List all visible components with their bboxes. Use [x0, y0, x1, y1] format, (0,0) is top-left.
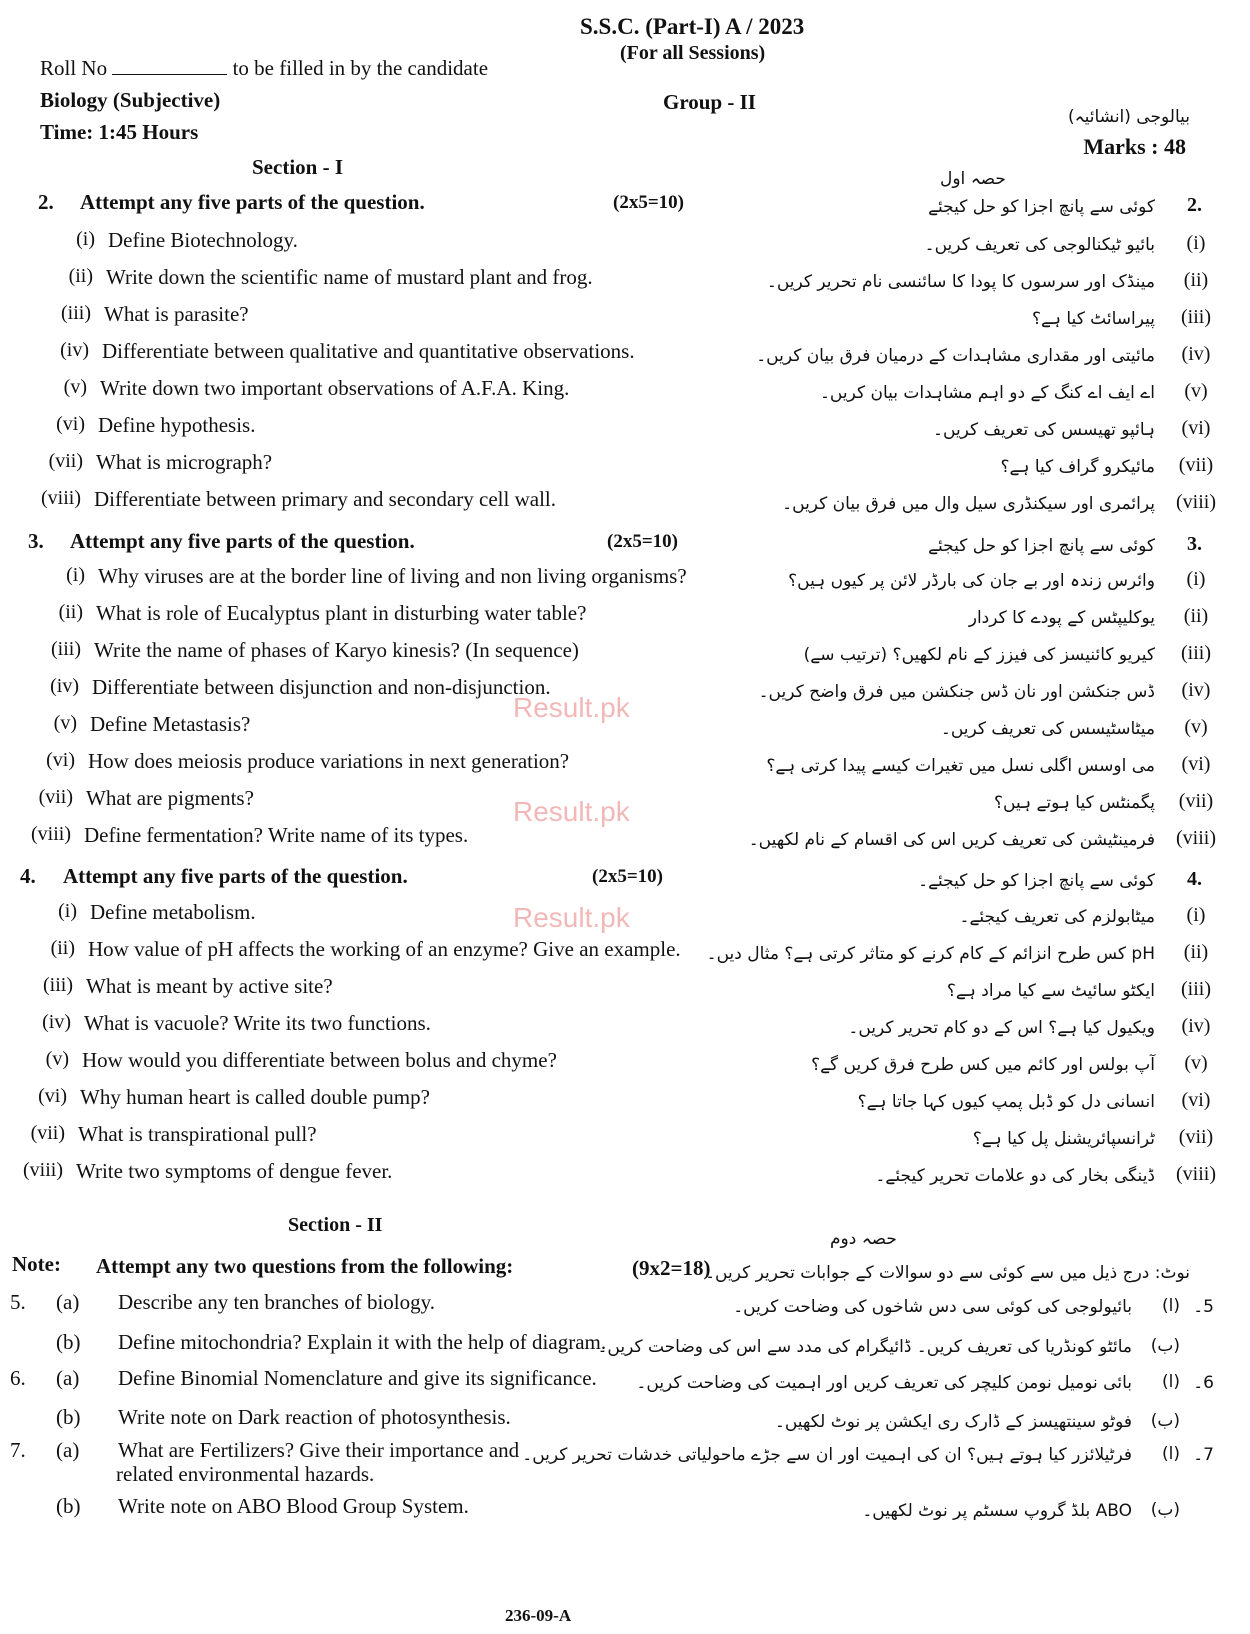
group-label: Group - II — [663, 90, 756, 114]
question-urdu-number: 2. — [1187, 194, 1202, 216]
item-roman-number: (vii) — [30, 1122, 65, 1144]
item-urdu-text: آپ بولس اور کائم میں کس طرح فرق کریں گے؟ — [811, 1055, 1155, 1075]
long-question-number: 7. — [10, 1438, 26, 1462]
long-question-urdu: مائٹو کونڈریا کی تعریف کریں۔ ڈائیگرام کی مدد سے اس کی وضاحت کریں۔ — [597, 1337, 1132, 1357]
item-text: Write the name of phases of Karyo kinesis? (In sequence) — [94, 638, 579, 662]
note-marks: (9x2=18) — [632, 1256, 711, 1280]
long-question-urdu-part: (ا) — [1162, 1372, 1180, 1392]
section-1-title: Section - I — [252, 155, 343, 179]
item-roman-number: (iii) — [43, 974, 73, 996]
question-number: 4. — [20, 864, 36, 888]
item-urdu-text: پگمنٹس کیا ہوتے ہیں؟ — [994, 793, 1155, 813]
long-question-part: (a) — [56, 1290, 80, 1314]
question-urdu-number: 3. — [1187, 533, 1202, 555]
item-urdu-roman: (iii) — [1181, 642, 1211, 664]
section-2-urdu-title: حصہ دوم — [830, 1229, 897, 1249]
item-urdu-roman: (vi) — [1181, 417, 1211, 439]
question-number: 2. — [38, 190, 54, 214]
item-roman-number: (v) — [53, 712, 77, 734]
item-text: Write two symptoms of dengue fever. — [76, 1159, 393, 1183]
item-urdu-roman: (vii) — [1178, 454, 1214, 476]
item-roman-number: (v) — [45, 1048, 69, 1070]
item-roman-number: (vii) — [38, 786, 73, 808]
roll-number-line — [40, 56, 488, 81]
item-text: What is transpirational pull? — [78, 1122, 317, 1146]
item-roman-number: (vi) — [38, 1085, 67, 1107]
long-question-part: (b) — [56, 1330, 81, 1354]
item-urdu-roman: (viii) — [1176, 491, 1216, 513]
item-urdu-roman: (viii) — [1176, 827, 1216, 849]
long-question-urdu-part: (ب) — [1150, 1336, 1180, 1356]
item-roman-number: (ii) — [50, 937, 75, 959]
item-roman-number: (i) — [76, 228, 95, 250]
item-urdu-roman: (i) — [1186, 568, 1206, 590]
item-text: How value of pH affects the working of an enzyme? Give an example. — [88, 937, 681, 961]
item-text: What are pigments? — [86, 786, 254, 810]
item-text: Define metabolism. — [90, 900, 256, 924]
question-urdu-instruction: کوئی سے پانچ اجزا کو حل کیجئے۔ — [918, 871, 1155, 891]
item-urdu-roman: (ii) — [1183, 605, 1209, 627]
item-urdu-roman: (i) — [1186, 232, 1206, 254]
urdu-subject: بیالوجی (انشائیہ) — [1068, 107, 1190, 127]
item-urdu-roman: (v) — [1184, 380, 1208, 402]
item-urdu-roman: (iv) — [1181, 679, 1211, 701]
item-urdu-roman: (v) — [1184, 1052, 1208, 1074]
item-roman-number: (ii) — [68, 265, 93, 287]
question-number: 3. — [28, 529, 44, 553]
item-urdu-text: بائیو ٹیکنالوجی کی تعریف کریں۔ — [924, 235, 1155, 255]
item-roman-number: (v) — [63, 376, 87, 398]
long-question-part: (a) — [56, 1438, 80, 1462]
item-text: Define hypothesis. — [98, 413, 256, 437]
item-urdu-roman: (vii) — [1178, 790, 1214, 812]
item-urdu-roman: (vii) — [1178, 1126, 1214, 1148]
question-marks: (2x5=10) — [607, 531, 678, 552]
note-urdu: نوٹ: درج ذیل میں سے کوئی سے دو سوالات کے جوابات تحریر کریں۔ — [705, 1263, 1190, 1283]
long-question-urdu-number: 6۔ — [1193, 1373, 1214, 1393]
item-roman-number: (iii) — [61, 302, 91, 324]
marks-label: Marks : 48 — [1083, 134, 1186, 159]
paper-code: 236-09-A — [505, 1606, 572, 1625]
item-urdu-roman: (vi) — [1181, 753, 1211, 775]
long-question-text: Define mitochondria? Explain it with the help of diagram. — [118, 1330, 607, 1354]
section-1-urdu-title: حصہ اول — [940, 169, 1006, 189]
long-question-part: (a) — [56, 1366, 80, 1390]
roll-suffix: to be filled in by the candidate — [232, 56, 489, 80]
item-urdu-roman: (iv) — [1181, 1015, 1211, 1037]
item-text: Define Metastasis? — [90, 712, 251, 736]
note-text: Attempt any two questions from the following: — [96, 1254, 514, 1278]
long-question-number: 5. — [10, 1290, 26, 1314]
long-question-urdu: فرٹیلائزر کیا ہوتے ہیں؟ ان کی اہمیت اور ان سے جڑے ماحولیاتی خدشات تحریر کریں۔ — [522, 1445, 1132, 1465]
item-urdu-text: میٹابولزم کی تعریف کیجئے۔ — [959, 907, 1155, 927]
long-question-urdu-part: (ب) — [1150, 1411, 1180, 1431]
item-urdu-roman: (vi) — [1181, 1089, 1211, 1111]
item-urdu-text: کیریو کائنیسز کی فیزز کے نام لکھیں؟ (ترتیب سے) — [803, 645, 1155, 665]
question-instruction: Attempt any five parts of the question. — [63, 864, 408, 888]
item-roman-number: (i) — [66, 564, 85, 586]
long-question-urdu: فوٹو سینتھیسز کے ڈارک ری ایکشن پر نوٹ لکھیں۔ — [774, 1412, 1132, 1432]
watermark: Result.pk — [513, 796, 630, 827]
long-question-urdu: بائی نومیل نومن کلیچر کی تعریف کریں اور اہمیت کی وضاحت کریں۔ — [636, 1373, 1132, 1393]
question-instruction: Attempt any five parts of the question. — [80, 190, 425, 214]
item-urdu-roman: (iii) — [1181, 306, 1211, 328]
item-roman-number: (viii) — [23, 1159, 63, 1181]
item-text: Write down the scientific name of mustard plant and frog. — [106, 265, 593, 289]
long-question-text: Write note on Dark reaction of photosynthesis. — [118, 1405, 511, 1429]
roll-blank — [112, 56, 227, 75]
item-text: Differentiate between qualitative and quantitative observations. — [102, 339, 635, 363]
item-text: Why viruses are at the border line of living and non living organisms? — [98, 564, 687, 588]
question-urdu-instruction: کوئی سے پانچ اجزا کو حل کیجئے — [928, 197, 1155, 217]
item-urdu-roman: (i) — [1186, 904, 1206, 926]
item-roman-number: (i) — [58, 900, 77, 922]
item-urdu-text: می اوسس اگلی نسل میں تغیرات کیسے پیدا کرتی ہے؟ — [766, 756, 1155, 776]
long-question-urdu-part: (ا) — [1162, 1296, 1180, 1316]
item-text: How does meiosis produce variations in next generation? — [88, 749, 570, 773]
item-roman-number: (viii) — [41, 487, 81, 509]
item-text: What is meant by active site? — [86, 974, 333, 998]
item-urdu-text: اے ایف اے کنگ کے دو اہم مشاہدات بیان کریں۔ — [819, 383, 1155, 403]
item-urdu-text: یوکلیپٹس کے پودے کا کردار — [968, 608, 1155, 628]
item-urdu-roman: (iv) — [1181, 343, 1211, 365]
item-urdu-roman: (ii) — [1183, 269, 1209, 291]
item-urdu-roman: (ii) — [1183, 941, 1209, 963]
question-urdu-instruction: کوئی سے پانچ اجزا کو حل کیجئے — [928, 536, 1155, 556]
item-roman-number: (viii) — [31, 823, 71, 845]
item-text: Differentiate between primary and secondary cell wall. — [94, 487, 556, 511]
long-question-text: Define Binomial Nomenclature and give its significance. — [118, 1366, 597, 1390]
item-text: Define Biotechnology. — [108, 228, 298, 252]
long-question-urdu-number: 7۔ — [1193, 1445, 1214, 1465]
item-roman-number: (iv) — [42, 1011, 71, 1033]
item-urdu-text: فرمینٹیشن کی تعریف کریں اس کی اقسام کے نام لکھیں۔ — [748, 830, 1155, 850]
question-marks: (2x5=10) — [592, 866, 663, 887]
item-urdu-roman: (v) — [1184, 716, 1208, 738]
exam-title: S.S.C. (Part-I) A / 2023 — [580, 14, 805, 39]
time-label: Time: 1:45 Hours — [40, 120, 199, 144]
item-urdu-text: مینڈک اور سرسوں کا پودا کا سائنسی نام تحریر کریں۔ — [766, 272, 1155, 292]
item-urdu-text: ہائپو تھیسس کی تعریف کریں۔ — [933, 420, 1155, 440]
long-question-urdu: بائیولوجی کی کوئی سی دس شاخوں کی وضاحت کریں۔ — [733, 1297, 1132, 1317]
item-urdu-text: مائیتی اور مقداری مشاہدات کے درمیان فرق بیان کریں۔ — [756, 346, 1155, 366]
watermark: Result.pk — [513, 692, 630, 723]
item-text: What is vacuole? Write its two functions. — [84, 1011, 431, 1035]
item-urdu-text: میٹاسٹیسس کی تعریف کریں۔ — [940, 719, 1155, 739]
question-urdu-number: 4. — [1187, 868, 1202, 890]
item-text: Differentiate between disjunction and non-disjunction. — [92, 675, 551, 699]
long-question-part: (b) — [56, 1494, 81, 1518]
long-question-urdu-part: (ا) — [1162, 1444, 1180, 1464]
item-roman-number: (vi) — [46, 749, 75, 771]
item-urdu-text: وائرس زندہ اور بے جان کی بارڈر لائن پر کیوں ہیں؟ — [788, 571, 1155, 591]
subject-title: Biology (Subjective) — [40, 88, 221, 112]
item-text: Why human heart is called double pump? — [80, 1085, 430, 1109]
item-roman-number: (vi) — [56, 413, 85, 435]
item-roman-number: (iv) — [60, 339, 89, 361]
item-urdu-text: پیراسائٹ کیا ہے؟ — [1032, 309, 1155, 329]
item-urdu-text: ٹرانسپائریشنل پل کیا ہے؟ — [972, 1129, 1155, 1149]
question-marks: (2x5=10) — [613, 192, 684, 213]
item-urdu-roman: (viii) — [1176, 1163, 1216, 1185]
long-question-urdu: ABO بلڈ گروپ سسٹم پر نوٹ لکھیں۔ — [862, 1501, 1132, 1521]
item-urdu-text: ڈس جنکشن اور نان ڈس جنکشن میں فرق واضح کریں۔ — [758, 682, 1155, 702]
item-text: How would you differentiate between bolus and chyme? — [82, 1048, 557, 1072]
item-urdu-text: پرائمری اور سیکنڈری سیل وال میں فرق بیان کریں۔ — [782, 494, 1155, 514]
item-urdu-text: مائیکرو گراف کیا ہے؟ — [1000, 457, 1155, 477]
item-roman-number: (iii) — [51, 638, 81, 660]
item-urdu-text: ویکیول کیا ہے؟ اس کے دو کام تحریر کریں۔ — [848, 1018, 1155, 1038]
item-urdu-text: pH کس طرح انزائم کے کام کرنے کو متاثر کرتی ہے؟ مثال دیں۔ — [706, 944, 1155, 964]
long-question-text-cont: related environmental hazards. — [116, 1462, 375, 1486]
watermark: Result.pk — [513, 902, 630, 933]
roll-label: Roll No — [40, 56, 108, 80]
section-2-title: Section - II — [288, 1214, 383, 1236]
note-label: Note: — [12, 1252, 61, 1276]
long-question-text: Write note on ABO Blood Group System. — [118, 1494, 469, 1518]
item-urdu-text: انسانی دل کو ڈبل پمپ کیوں کہا جاتا ہے؟ — [857, 1092, 1155, 1112]
exam-sessions: (For all Sessions) — [620, 42, 766, 64]
long-question-text: What are Fertilizers? Give their importance and — [118, 1438, 520, 1462]
question-instruction: Attempt any five parts of the question. — [70, 529, 415, 553]
item-urdu-text: ڈینگی بخار کی دو علامات تحریر کیجئے۔ — [875, 1166, 1155, 1186]
item-urdu-roman: (iii) — [1181, 978, 1211, 1000]
item-text: Define fermentation? Write name of its types. — [84, 823, 469, 847]
item-roman-number: (vii) — [48, 450, 83, 472]
item-text: What is parasite? — [104, 302, 249, 326]
item-text: Write down two important observations of A.F.A. King. — [100, 376, 570, 400]
item-text: What is micrograph? — [96, 450, 273, 474]
item-text: What is role of Eucalyptus plant in disturbing water table? — [96, 601, 587, 625]
item-urdu-text: ایکٹو سائیٹ سے کیا مراد ہے؟ — [946, 981, 1155, 1001]
item-roman-number: (iv) — [50, 675, 79, 697]
long-question-part: (b) — [56, 1405, 81, 1429]
long-question-number: 6. — [10, 1366, 26, 1390]
item-roman-number: (ii) — [58, 601, 83, 623]
long-question-urdu-part: (ب) — [1150, 1500, 1180, 1520]
long-question-text: Describe any ten branches of biology. — [118, 1290, 436, 1314]
long-question-urdu-number: 5۔ — [1193, 1297, 1214, 1317]
